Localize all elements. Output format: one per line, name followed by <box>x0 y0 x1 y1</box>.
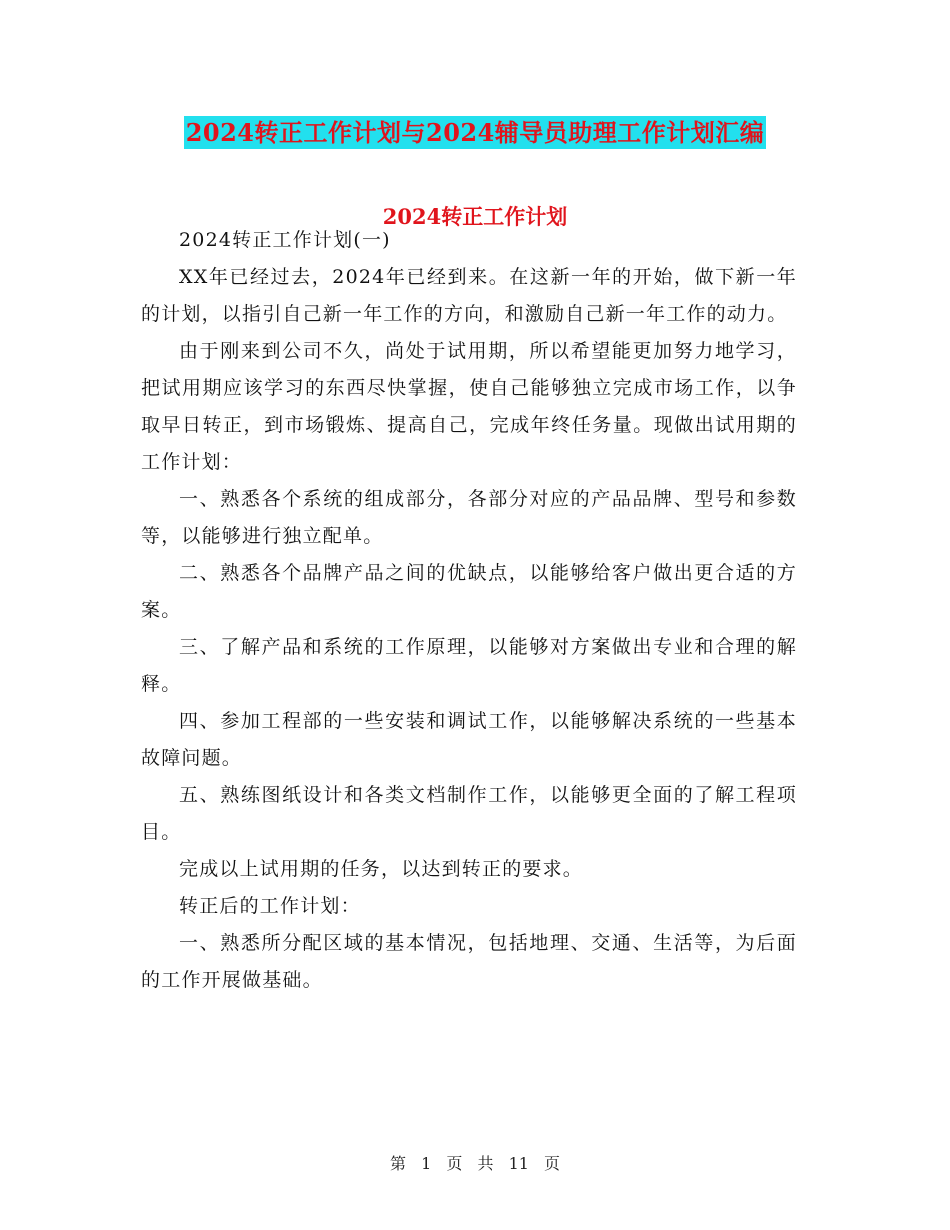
paragraph: 二、熟悉各个品牌产品之间的优缺点，以能够给客户做出更合适的方案。 <box>141 562 797 621</box>
paragraph: 一、熟悉所分配区域的基本情况，包括地理、交通、生活等，为后面的工作开展做基础。 <box>141 932 797 991</box>
section-title: 2024转正工作计划 <box>382 204 568 229</box>
document-title-text: 2024转正工作计划与2024辅导员助理工作计划汇编 <box>185 118 765 147</box>
page-footer <box>0 1152 950 1176</box>
paragraph: 2024转正工作计划(一) <box>179 229 391 251</box>
paragraph: XX年已经过去，2024年已经到来。在这新一年的开始，做下新一年的计划，以指引自己新一年工作的方向，和激励自己新一年工作的动力。 <box>141 266 797 325</box>
paragraph: 五、熟练图纸设计和各类文档制作工作，以能够更全面的了解工程项目。 <box>141 784 797 843</box>
footer-label-page: 第 <box>389 1154 406 1173</box>
document-body <box>141 222 797 999</box>
paragraph: 完成以上试用期的任务，以达到转正的要求。 <box>179 858 584 880</box>
paragraph: 四、参加工程部的一些安装和调试工作，以能够解决系统的一些基本故障问题。 <box>141 710 797 769</box>
paragraph: 一、熟悉各个系统的组成部分，各部分对应的产品品牌、型号和参数等，以能够进行独立配单。 <box>141 488 797 547</box>
paragraph: 三、了解产品和系统的工作原理，以能够对方案做出专业和合理的解释。 <box>141 636 797 695</box>
paragraph: 由于刚来到公司不久，尚处于试用期，所以希望能更加努力地学习，把试用期应该学习的东西尽快掌握，使自己能够独立完成市场工作，以争取早日转正，到市场锻炼、提高自己，完成年终任务量。现做出试用期的工作计划： <box>141 340 797 473</box>
paragraph: 转正后的工作计划： <box>179 895 361 917</box>
document-title <box>0 111 950 149</box>
footer-label-end: 页 <box>544 1154 561 1173</box>
current-page-number: 1 <box>421 1154 432 1173</box>
total-page-count: 11 <box>508 1154 529 1173</box>
footer-label-total: 共 <box>477 1154 494 1173</box>
footer-label-of: 页 <box>446 1154 463 1173</box>
